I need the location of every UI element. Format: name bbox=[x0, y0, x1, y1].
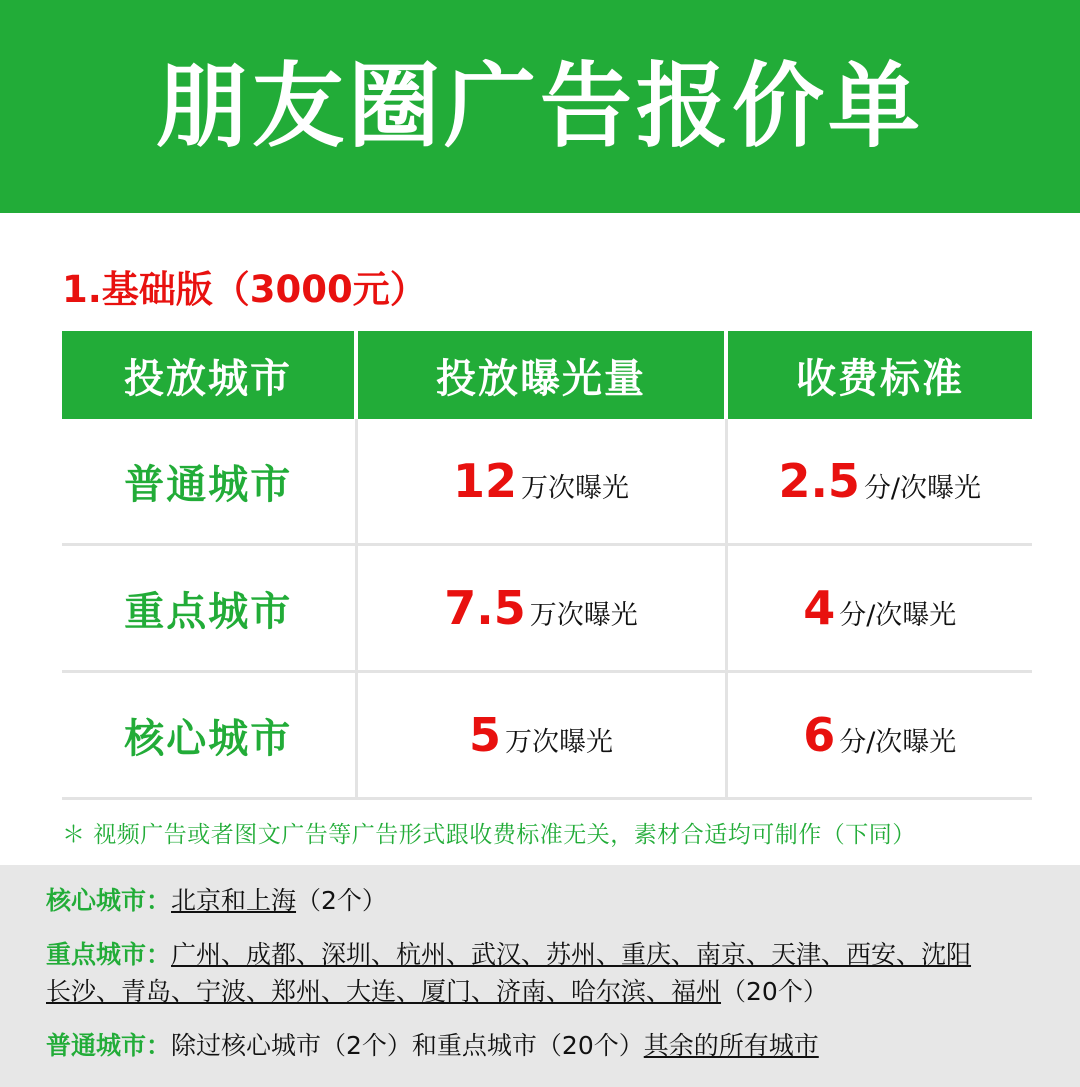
table-row bbox=[62, 545, 1032, 672]
exposure-number: 7.5 bbox=[444, 581, 526, 635]
fee-unit: 分/次曝光 bbox=[839, 727, 957, 758]
table-header bbox=[62, 331, 1032, 419]
exposure-number: 12 bbox=[452, 454, 517, 508]
cell-fee bbox=[726, 672, 1032, 799]
key-city-label: 重点城市： bbox=[46, 940, 172, 970]
city-label: 重点城市 bbox=[124, 588, 293, 635]
exposure-value bbox=[359, 708, 724, 762]
price-table-wrapper bbox=[62, 331, 1018, 800]
key-city-count: （20个） bbox=[721, 976, 828, 1006]
column-header-city: 投放城市 bbox=[62, 331, 356, 419]
table-body bbox=[62, 419, 1032, 799]
cell-exposure bbox=[356, 672, 726, 799]
exposure-value bbox=[359, 581, 724, 635]
table-header-row bbox=[62, 331, 1032, 419]
exposure-unit: 万次曝光 bbox=[521, 473, 629, 504]
fee-value bbox=[729, 454, 1032, 508]
cell-city bbox=[62, 545, 356, 672]
cell-exposure bbox=[356, 545, 726, 672]
definition-core-city bbox=[46, 883, 1034, 919]
cell-exposure bbox=[356, 419, 726, 545]
definition-normal-city bbox=[46, 1028, 1034, 1064]
table-row bbox=[62, 419, 1032, 545]
fee-number: 2.5 bbox=[778, 454, 860, 508]
cell-fee bbox=[726, 419, 1032, 545]
cell-city bbox=[62, 672, 356, 799]
header-banner bbox=[0, 0, 1080, 213]
cell-fee bbox=[726, 545, 1032, 672]
exposure-value bbox=[359, 454, 724, 508]
column-header-exposure: 投放曝光量 bbox=[356, 331, 726, 419]
fee-unit: 分/次曝光 bbox=[863, 473, 982, 504]
cell-city bbox=[62, 419, 356, 545]
price-table bbox=[62, 331, 1032, 800]
exposure-unit: 万次曝光 bbox=[529, 600, 638, 631]
table-footnote: ＊ 视频广告或者图文广告等广告形式跟收费标准无关，素材合适均可制作（下同） bbox=[62, 822, 916, 848]
normal-city-value-underline: 其余的所有城市 bbox=[643, 1030, 819, 1060]
key-city-value-line1: 广州、成都、深圳、杭州、武汉、苏州、重庆、南京、天津、西安、沈阳 bbox=[171, 940, 972, 970]
fee-number: 4 bbox=[803, 581, 836, 635]
fee-value bbox=[729, 581, 1032, 635]
core-city-value: 北京和上海 bbox=[171, 886, 297, 915]
section-title: 1.基础版（3000元） bbox=[62, 268, 427, 311]
exposure-number: 5 bbox=[468, 708, 501, 762]
definition-key-city bbox=[46, 937, 1034, 1010]
normal-city-value: 除过核心城市（2个）和重点城市（20个） bbox=[171, 1030, 644, 1060]
column-header-fee: 收费标准 bbox=[726, 331, 1032, 419]
city-label: 普通城市 bbox=[124, 461, 293, 508]
table-row bbox=[62, 672, 1032, 799]
city-label: 核心城市 bbox=[124, 715, 293, 762]
normal-city-label: 普通城市： bbox=[46, 1030, 172, 1060]
core-city-label: 核心城市： bbox=[46, 886, 172, 915]
exposure-unit: 万次曝光 bbox=[505, 727, 613, 758]
core-city-count: （2个） bbox=[296, 886, 387, 915]
fee-number: 6 bbox=[803, 708, 836, 762]
fee-unit: 分/次曝光 bbox=[839, 600, 957, 631]
page-title: 朋友圈广告报价单 bbox=[155, 52, 924, 160]
city-definitions-panel bbox=[0, 865, 1080, 1087]
key-city-value-line2: 长沙、青岛、宁波、郑州、大连、厦门、济南、哈尔滨、福州 bbox=[46, 976, 722, 1006]
fee-value bbox=[729, 708, 1032, 762]
